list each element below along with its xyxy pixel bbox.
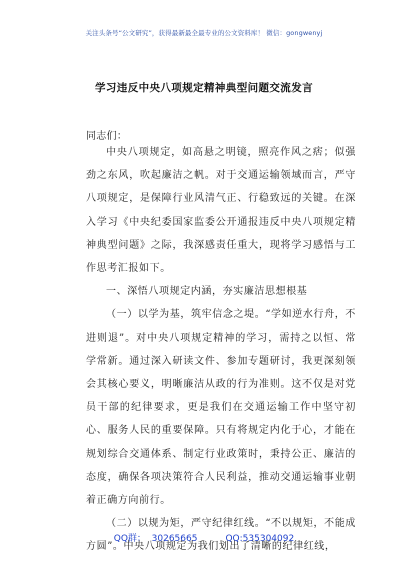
footer-contact — [0, 531, 408, 544]
footer-qq-number: QQ:535304092 — [225, 534, 295, 544]
document-title: 学习违反中央八项规定精神典型问题交流发言 — [95, 82, 313, 94]
footer-qq-group: QQ群： 30265665 — [113, 534, 198, 544]
section-heading-1: 一、深悟八项规定内涵，夯实廉洁思想根基 — [106, 286, 308, 298]
salutation: 同志们： — [86, 131, 128, 142]
header-banner: 关注头条号“公文研究”，获得最新最全最专业的公文资料库！ 微信：gongwenyj — [85, 29, 323, 37]
document-body — [86, 141, 356, 559]
paragraph-subsection-1: （一）以学为基，筑牢信念之堤。“学如逆水行舟，不进则退”。对中央八项规定精神的学习，需持之以恒、常学常新。通过深入研读文件、参加专题研讨，我更深刻领会其核心要义，明晰廉洁从政的行为准则。这不仅是对党员干部的纪律要求，更是我们在交通运输工作中坚守初心、服务人民的重要保障。只有将规定内化于心，才能在规划综合交通体系、制定行业政策时，秉持公正、廉洁的态度，确保各项决策符合人民利益，推动交通运输事业朝着正确方向前行。 — [86, 309, 356, 507]
paragraph-intro: 中央八项规定，如高悬之明镜，照亮作风之痞；似强劲之东风，吹起廉洁之帆。对于交通运输领域而言，严守八项规定，是保障行业风清气正、行稳致远的关键。在深入学习《中央纪委国家监委公开通报违反中央八项规定精神典型问题》之际，我深感责任重大，现将学习感悟与工作思考汇报如下。 — [86, 147, 356, 275]
paragraph-subsection-2: （二）以规为矩，严守纪律红线。“不以规矩，不能成方圆”。中央八项规定为我们划出了清晰的纪律红线， — [86, 518, 356, 553]
